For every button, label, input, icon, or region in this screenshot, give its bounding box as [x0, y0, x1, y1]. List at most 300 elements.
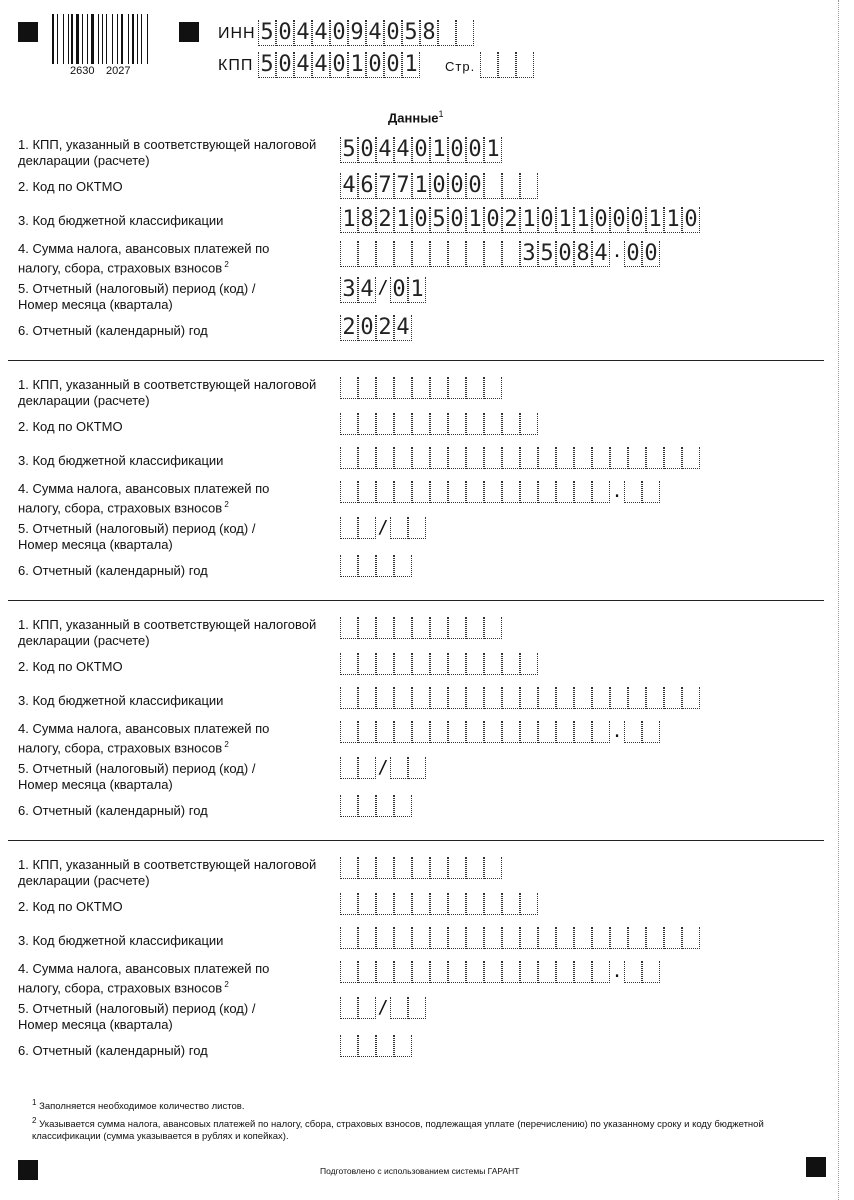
block2-oktmo-cell[interactable] — [340, 413, 358, 435]
block1-kbk-cell[interactable]: 0 — [628, 207, 646, 233]
block3-kpp-cell[interactable] — [466, 617, 484, 639]
block4-kbk-cell[interactable] — [502, 927, 520, 949]
block4-period-month-cell[interactable] — [408, 997, 426, 1019]
block2-period-month-cell[interactable] — [408, 517, 426, 539]
block1-oktmo-cell[interactable] — [484, 173, 502, 199]
block1-year-cell[interactable]: 2 — [376, 315, 394, 341]
block3-period-month-cell[interactable] — [408, 757, 426, 779]
block3-year-cell[interactable] — [340, 795, 358, 817]
block2-oktmo-cell[interactable] — [412, 413, 430, 435]
block4-oktmo-cell[interactable] — [430, 893, 448, 915]
block1-period-month-cell[interactable]: 1 — [408, 277, 426, 303]
inn-cells-cell[interactable]: 0 — [384, 20, 402, 46]
block2-sum-int-cell[interactable] — [394, 481, 412, 503]
block4-sum-int-cell[interactable] — [466, 961, 484, 983]
block4-oktmo-cells[interactable] — [340, 893, 538, 915]
block3-sum-int-cell[interactable] — [376, 721, 394, 743]
block1-kpp-cells[interactable] — [340, 137, 502, 162]
kpp-header-cells-cell[interactable]: 4 — [312, 52, 330, 78]
block1-kbk-cell[interactable]: 1 — [394, 207, 412, 233]
block1-sum-frac-cell[interactable]: 0 — [642, 241, 660, 267]
block1-oktmo-cell[interactable] — [502, 173, 520, 199]
block1-period-code-cell[interactable]: 4 — [358, 277, 376, 303]
block3-kbk-cell[interactable] — [502, 687, 520, 709]
block4-kbk-cell[interactable] — [520, 927, 538, 949]
block4-sum-int-cell[interactable] — [520, 961, 538, 983]
block2-sum-int-cell[interactable] — [574, 481, 592, 503]
inn-cells[interactable] — [258, 20, 474, 45]
block2-sum-int-cell[interactable] — [466, 481, 484, 503]
block1-sum-int-cell[interactable] — [412, 241, 430, 267]
block1-sum-int-cell[interactable] — [466, 241, 484, 267]
block1-sum-int-cell[interactable] — [394, 241, 412, 267]
block4-kbk-cell[interactable] — [448, 927, 466, 949]
block1-year-cell[interactable]: 0 — [358, 315, 376, 341]
inn-cells-cell[interactable]: 4 — [294, 20, 312, 46]
block3-sum-int-cell[interactable] — [412, 721, 430, 743]
block4-sum-frac-cell[interactable] — [624, 961, 642, 983]
page-number-cells[interactable] — [480, 52, 534, 74]
block3-kbk-cell[interactable] — [340, 687, 358, 709]
block1-period-month-cell[interactable]: 0 — [390, 277, 408, 303]
block4-kbk-cell[interactable] — [628, 927, 646, 949]
block2-kpp-cell[interactable] — [412, 377, 430, 399]
inn-cells-cell[interactable]: 5 — [402, 20, 420, 46]
block2-kbk-cells[interactable] — [340, 447, 700, 469]
block1-kbk-cell[interactable]: 0 — [682, 207, 700, 233]
block3-period-month-cell[interactable] — [390, 757, 408, 779]
block4-year-cells[interactable] — [340, 1035, 412, 1057]
block1-kbk-cell[interactable]: 2 — [502, 207, 520, 233]
block3-kpp-cell[interactable] — [448, 617, 466, 639]
block4-kbk-cell[interactable] — [358, 927, 376, 949]
block1-sum-int-cell[interactable] — [340, 241, 358, 267]
block3-kbk-cell[interactable] — [466, 687, 484, 709]
block3-kbk-cell[interactable] — [628, 687, 646, 709]
block1-kpp-cell[interactable]: 1 — [430, 137, 448, 163]
block2-sum-frac-cell[interactable] — [624, 481, 642, 503]
block2-kbk-cell[interactable] — [556, 447, 574, 469]
block2-kbk-cell[interactable] — [412, 447, 430, 469]
inn-cells-cell[interactable]: 9 — [348, 20, 366, 46]
block1-kbk-cell[interactable]: 0 — [448, 207, 466, 233]
block2-kbk-cell[interactable] — [682, 447, 700, 469]
block2-kbk-cell[interactable] — [664, 447, 682, 469]
block1-sum-int-cell[interactable]: 3 — [520, 241, 538, 267]
block3-oktmo-cell[interactable] — [520, 653, 538, 675]
inn-cells-cell[interactable]: 8 — [420, 20, 438, 46]
block1-kbk-cell[interactable]: 1 — [664, 207, 682, 233]
block4-kbk-cell[interactable] — [574, 927, 592, 949]
block3-period-code-cell[interactable] — [358, 757, 376, 779]
block3-oktmo-cell[interactable] — [484, 653, 502, 675]
block1-kbk-cell[interactable]: 2 — [376, 207, 394, 233]
kpp-header-cells-cell[interactable]: 1 — [348, 52, 366, 78]
block4-period-code-cell[interactable] — [358, 997, 376, 1019]
block1-kbk-cell[interactable]: 1 — [466, 207, 484, 233]
block3-period-cells[interactable] — [340, 757, 426, 779]
block4-oktmo-cell[interactable] — [358, 893, 376, 915]
block3-kpp-cells[interactable] — [340, 617, 502, 639]
block2-year-cell[interactable] — [340, 555, 358, 577]
block4-kbk-cell[interactable] — [664, 927, 682, 949]
block2-oktmo-cell[interactable] — [430, 413, 448, 435]
block4-kpp-cell[interactable] — [376, 857, 394, 879]
block1-kbk-cell[interactable]: 0 — [484, 207, 502, 233]
block2-kbk-cell[interactable] — [394, 447, 412, 469]
block1-kbk-cell[interactable]: 0 — [412, 207, 430, 233]
block3-kpp-cell[interactable] — [412, 617, 430, 639]
block1-kbk-cells[interactable] — [340, 207, 700, 232]
block2-sum-int-cell[interactable] — [520, 481, 538, 503]
block2-oktmo-cell[interactable] — [520, 413, 538, 435]
block1-kbk-cell[interactable]: 1 — [556, 207, 574, 233]
block2-sum-int-cell[interactable] — [556, 481, 574, 503]
kpp-header-cells[interactable] — [258, 52, 420, 77]
block4-kbk-cell[interactable] — [556, 927, 574, 949]
page-number-cells-cell[interactable] — [480, 52, 498, 78]
block3-kbk-cell[interactable] — [376, 687, 394, 709]
block1-sum-int-cell[interactable] — [484, 241, 502, 267]
block1-oktmo-cell[interactable]: 6 — [358, 173, 376, 199]
block4-kbk-cell[interactable] — [484, 927, 502, 949]
block2-kbk-cell[interactable] — [538, 447, 556, 469]
block4-kbk-cell[interactable] — [466, 927, 484, 949]
block2-year-cell[interactable] — [376, 555, 394, 577]
block2-year-cell[interactable] — [394, 555, 412, 577]
block4-sum-int-cell[interactable] — [394, 961, 412, 983]
block3-oktmo-cell[interactable] — [358, 653, 376, 675]
block4-oktmo-cell[interactable] — [394, 893, 412, 915]
block2-kbk-cell[interactable] — [574, 447, 592, 469]
block1-sum-cells[interactable] — [340, 241, 660, 266]
block2-sum-int-cell[interactable] — [340, 481, 358, 503]
block2-sum-int-cell[interactable] — [484, 481, 502, 503]
block3-sum-int-cell[interactable] — [340, 721, 358, 743]
block1-year-cell[interactable]: 4 — [394, 315, 412, 341]
block1-period-code-cell[interactable]: 3 — [340, 277, 358, 303]
block4-oktmo-cell[interactable] — [412, 893, 430, 915]
block2-kbk-cell[interactable] — [484, 447, 502, 469]
block3-kbk-cell[interactable] — [646, 687, 664, 709]
kpp-header-cells-cell[interactable]: 0 — [366, 52, 384, 78]
block3-oktmo-cell[interactable] — [412, 653, 430, 675]
block2-sum-int-cell[interactable] — [502, 481, 520, 503]
block4-year-cell[interactable] — [358, 1035, 376, 1057]
block4-sum-int-cell[interactable] — [556, 961, 574, 983]
block3-oktmo-cell[interactable] — [466, 653, 484, 675]
block2-year-cells[interactable] — [340, 555, 412, 577]
block3-kbk-cell[interactable] — [484, 687, 502, 709]
block4-kbk-cell[interactable] — [646, 927, 664, 949]
block4-year-cell[interactable] — [376, 1035, 394, 1057]
block3-sum-int-cell[interactable] — [448, 721, 466, 743]
block1-oktmo-cell[interactable] — [520, 173, 538, 199]
inn-cells-cell[interactable] — [456, 20, 474, 46]
block4-sum-int-cell[interactable] — [430, 961, 448, 983]
block3-sum-cells[interactable] — [340, 721, 660, 743]
block3-sum-int-cell[interactable] — [592, 721, 610, 743]
block2-kbk-cell[interactable] — [520, 447, 538, 469]
block3-kbk-cell[interactable] — [430, 687, 448, 709]
block2-year-cell[interactable] — [358, 555, 376, 577]
block3-sum-int-cell[interactable] — [484, 721, 502, 743]
kpp-header-cells-cell[interactable]: 0 — [384, 52, 402, 78]
block2-sum-cells[interactable] — [340, 481, 660, 503]
block4-period-code-cell[interactable] — [340, 997, 358, 1019]
block4-kbk-cell[interactable] — [592, 927, 610, 949]
block4-year-cell[interactable] — [394, 1035, 412, 1057]
block2-period-month-cell[interactable] — [390, 517, 408, 539]
block4-sum-int-cell[interactable] — [592, 961, 610, 983]
block4-sum-frac-cell[interactable] — [642, 961, 660, 983]
block3-sum-frac-cell[interactable] — [642, 721, 660, 743]
block1-kbk-cell[interactable]: 1 — [646, 207, 664, 233]
block2-kbk-cell[interactable] — [466, 447, 484, 469]
block4-kpp-cell[interactable] — [340, 857, 358, 879]
block3-kbk-cell[interactable] — [610, 687, 628, 709]
block3-sum-int-cell[interactable] — [394, 721, 412, 743]
block4-kbk-cell[interactable] — [394, 927, 412, 949]
block4-period-cells[interactable] — [340, 997, 426, 1019]
block2-kbk-cell[interactable] — [448, 447, 466, 469]
block3-kbk-cell[interactable] — [394, 687, 412, 709]
kpp-header-cells-cell[interactable]: 4 — [294, 52, 312, 78]
block3-kbk-cell[interactable] — [664, 687, 682, 709]
block4-kpp-cell[interactable] — [430, 857, 448, 879]
block2-sum-int-cell[interactable] — [430, 481, 448, 503]
page-number-cells-cell[interactable] — [498, 52, 516, 78]
block3-year-cells[interactable] — [340, 795, 412, 817]
block1-period-cells[interactable] — [340, 277, 426, 302]
block4-sum-int-cell[interactable] — [484, 961, 502, 983]
block4-oktmo-cell[interactable] — [502, 893, 520, 915]
block3-kbk-cell[interactable] — [556, 687, 574, 709]
block4-sum-int-cell[interactable] — [358, 961, 376, 983]
block4-kpp-cells[interactable] — [340, 857, 502, 879]
block3-oktmo-cell[interactable] — [430, 653, 448, 675]
block2-kpp-cell[interactable] — [340, 377, 358, 399]
block3-year-cell[interactable] — [376, 795, 394, 817]
block3-kbk-cell[interactable] — [538, 687, 556, 709]
block1-oktmo-cell[interactable]: 0 — [466, 173, 484, 199]
block4-kpp-cell[interactable] — [466, 857, 484, 879]
block1-kpp-cell[interactable]: 4 — [394, 137, 412, 163]
block2-sum-int-cell[interactable] — [592, 481, 610, 503]
block3-kbk-cell[interactable] — [412, 687, 430, 709]
block1-sum-int-cell[interactable]: 8 — [574, 241, 592, 267]
block2-kbk-cell[interactable] — [340, 447, 358, 469]
block2-kpp-cells[interactable] — [340, 377, 502, 399]
block1-sum-int-cell[interactable]: 5 — [538, 241, 556, 267]
kpp-header-cells-cell[interactable]: 1 — [402, 52, 420, 78]
block3-kbk-cell[interactable] — [682, 687, 700, 709]
block1-sum-int-cell[interactable] — [376, 241, 394, 267]
block4-kpp-cell[interactable] — [484, 857, 502, 879]
block1-sum-int-cell[interactable] — [430, 241, 448, 267]
block4-kbk-cell[interactable] — [682, 927, 700, 949]
block1-kbk-cell[interactable]: 5 — [430, 207, 448, 233]
block4-oktmo-cell[interactable] — [484, 893, 502, 915]
block1-sum-int-cell[interactable]: 4 — [592, 241, 610, 267]
block1-kpp-cell[interactable]: 0 — [466, 137, 484, 163]
block2-oktmo-cells[interactable] — [340, 413, 538, 435]
block1-kbk-cell[interactable]: 1 — [574, 207, 592, 233]
block4-kbk-cells[interactable] — [340, 927, 700, 949]
block3-sum-int-cell[interactable] — [556, 721, 574, 743]
block4-sum-int-cell[interactable] — [340, 961, 358, 983]
block2-period-code-cell[interactable] — [340, 517, 358, 539]
block1-oktmo-cell[interactable]: 4 — [340, 173, 358, 199]
block3-sum-int-cell[interactable] — [538, 721, 556, 743]
block4-sum-int-cell[interactable] — [574, 961, 592, 983]
block1-oktmo-cell[interactable]: 1 — [412, 173, 430, 199]
block2-sum-int-cell[interactable] — [358, 481, 376, 503]
block3-oktmo-cell[interactable] — [376, 653, 394, 675]
block1-kbk-cell[interactable]: 0 — [538, 207, 556, 233]
kpp-header-cells-cell[interactable]: 0 — [330, 52, 348, 78]
block1-oktmo-cell[interactable]: 0 — [430, 173, 448, 199]
block3-year-cell[interactable] — [358, 795, 376, 817]
block3-kbk-cell[interactable] — [592, 687, 610, 709]
block3-oktmo-cell[interactable] — [394, 653, 412, 675]
kpp-header-cells-cell[interactable]: 5 — [258, 52, 276, 78]
block1-sum-int-cell[interactable] — [502, 241, 520, 267]
inn-cells-cell[interactable] — [438, 20, 456, 46]
block2-oktmo-cell[interactable] — [394, 413, 412, 435]
block1-sum-int-cell[interactable] — [448, 241, 466, 267]
block1-kpp-cell[interactable]: 4 — [376, 137, 394, 163]
block1-oktmo-cell[interactable]: 0 — [448, 173, 466, 199]
block1-kpp-cell[interactable]: 0 — [412, 137, 430, 163]
block1-kbk-cell[interactable]: 8 — [358, 207, 376, 233]
block2-oktmo-cell[interactable] — [358, 413, 376, 435]
block3-kbk-cell[interactable] — [520, 687, 538, 709]
block4-sum-int-cell[interactable] — [502, 961, 520, 983]
block1-kpp-cell[interactable]: 0 — [448, 137, 466, 163]
block1-kbk-cell[interactable]: 0 — [610, 207, 628, 233]
block4-oktmo-cell[interactable] — [340, 893, 358, 915]
block3-period-code-cell[interactable] — [340, 757, 358, 779]
block3-kpp-cell[interactable] — [340, 617, 358, 639]
page-number-cells-cell[interactable] — [516, 52, 534, 78]
block1-year-cells[interactable] — [340, 315, 412, 340]
block2-oktmo-cell[interactable] — [484, 413, 502, 435]
block3-oktmo-cell[interactable] — [448, 653, 466, 675]
block1-kpp-cell[interactable]: 5 — [340, 137, 358, 163]
block4-kpp-cell[interactable] — [448, 857, 466, 879]
inn-cells-cell[interactable]: 4 — [312, 20, 330, 46]
block2-oktmo-cell[interactable] — [376, 413, 394, 435]
block3-kbk-cells[interactable] — [340, 687, 700, 709]
block4-kbk-cell[interactable] — [430, 927, 448, 949]
block3-oktmo-cell[interactable] — [340, 653, 358, 675]
block1-kpp-cell[interactable]: 0 — [358, 137, 376, 163]
block1-kbk-cell[interactable]: 1 — [340, 207, 358, 233]
block4-kpp-cell[interactable] — [394, 857, 412, 879]
block3-kbk-cell[interactable] — [358, 687, 376, 709]
block2-period-code-cell[interactable] — [358, 517, 376, 539]
block3-kpp-cell[interactable] — [376, 617, 394, 639]
block4-kbk-cell[interactable] — [340, 927, 358, 949]
block1-kpp-cell[interactable]: 1 — [484, 137, 502, 163]
block2-oktmo-cell[interactable] — [502, 413, 520, 435]
block2-sum-int-cell[interactable] — [538, 481, 556, 503]
block2-kpp-cell[interactable] — [358, 377, 376, 399]
block2-period-cells[interactable] — [340, 517, 426, 539]
block2-kbk-cell[interactable] — [610, 447, 628, 469]
block4-sum-int-cell[interactable] — [448, 961, 466, 983]
inn-cells-cell[interactable]: 5 — [258, 20, 276, 46]
block2-oktmo-cell[interactable] — [466, 413, 484, 435]
block1-sum-int-cell[interactable]: 0 — [556, 241, 574, 267]
block4-year-cell[interactable] — [340, 1035, 358, 1057]
inn-cells-cell[interactable]: 0 — [276, 20, 294, 46]
block3-sum-int-cell[interactable] — [574, 721, 592, 743]
block4-sum-int-cell[interactable] — [538, 961, 556, 983]
block2-kpp-cell[interactable] — [376, 377, 394, 399]
block3-sum-int-cell[interactable] — [466, 721, 484, 743]
block2-kpp-cell[interactable] — [430, 377, 448, 399]
kpp-header-cells-cell[interactable]: 0 — [276, 52, 294, 78]
block2-kbk-cell[interactable] — [628, 447, 646, 469]
block2-sum-frac-cell[interactable] — [642, 481, 660, 503]
block4-sum-cells[interactable] — [340, 961, 660, 983]
block3-kpp-cell[interactable] — [394, 617, 412, 639]
block3-kpp-cell[interactable] — [430, 617, 448, 639]
block1-oktmo-cell[interactable]: 7 — [394, 173, 412, 199]
block2-kpp-cell[interactable] — [394, 377, 412, 399]
block2-oktmo-cell[interactable] — [448, 413, 466, 435]
block1-kbk-cell[interactable]: 1 — [520, 207, 538, 233]
block3-sum-int-cell[interactable] — [430, 721, 448, 743]
block2-kbk-cell[interactable] — [502, 447, 520, 469]
block2-kbk-cell[interactable] — [358, 447, 376, 469]
block4-kbk-cell[interactable] — [412, 927, 430, 949]
block3-year-cell[interactable] — [394, 795, 412, 817]
block4-oktmo-cell[interactable] — [466, 893, 484, 915]
block4-kbk-cell[interactable] — [610, 927, 628, 949]
block2-sum-int-cell[interactable] — [448, 481, 466, 503]
block2-kpp-cell[interactable] — [484, 377, 502, 399]
block4-oktmo-cell[interactable] — [376, 893, 394, 915]
block2-sum-int-cell[interactable] — [376, 481, 394, 503]
block2-kbk-cell[interactable] — [646, 447, 664, 469]
block1-kbk-cell[interactable]: 0 — [592, 207, 610, 233]
block3-kbk-cell[interactable] — [448, 687, 466, 709]
block1-oktmo-cell[interactable]: 7 — [376, 173, 394, 199]
block3-sum-int-cell[interactable] — [358, 721, 376, 743]
block3-sum-frac-cell[interactable] — [624, 721, 642, 743]
block3-oktmo-cells[interactable] — [340, 653, 538, 675]
block3-oktmo-cell[interactable] — [502, 653, 520, 675]
block4-oktmo-cell[interactable] — [448, 893, 466, 915]
block4-sum-int-cell[interactable] — [412, 961, 430, 983]
block2-kpp-cell[interactable] — [448, 377, 466, 399]
block3-sum-int-cell[interactable] — [502, 721, 520, 743]
block1-sum-int-cell[interactable] — [358, 241, 376, 267]
block3-kpp-cell[interactable] — [358, 617, 376, 639]
block2-sum-int-cell[interactable] — [412, 481, 430, 503]
block4-kbk-cell[interactable] — [376, 927, 394, 949]
block2-kbk-cell[interactable] — [592, 447, 610, 469]
block4-kbk-cell[interactable] — [538, 927, 556, 949]
block1-year-cell[interactable]: 2 — [340, 315, 358, 341]
block3-kpp-cell[interactable] — [484, 617, 502, 639]
block1-oktmo-cells[interactable] — [340, 173, 538, 198]
inn-cells-cell[interactable]: 4 — [366, 20, 384, 46]
block4-oktmo-cell[interactable] — [520, 893, 538, 915]
